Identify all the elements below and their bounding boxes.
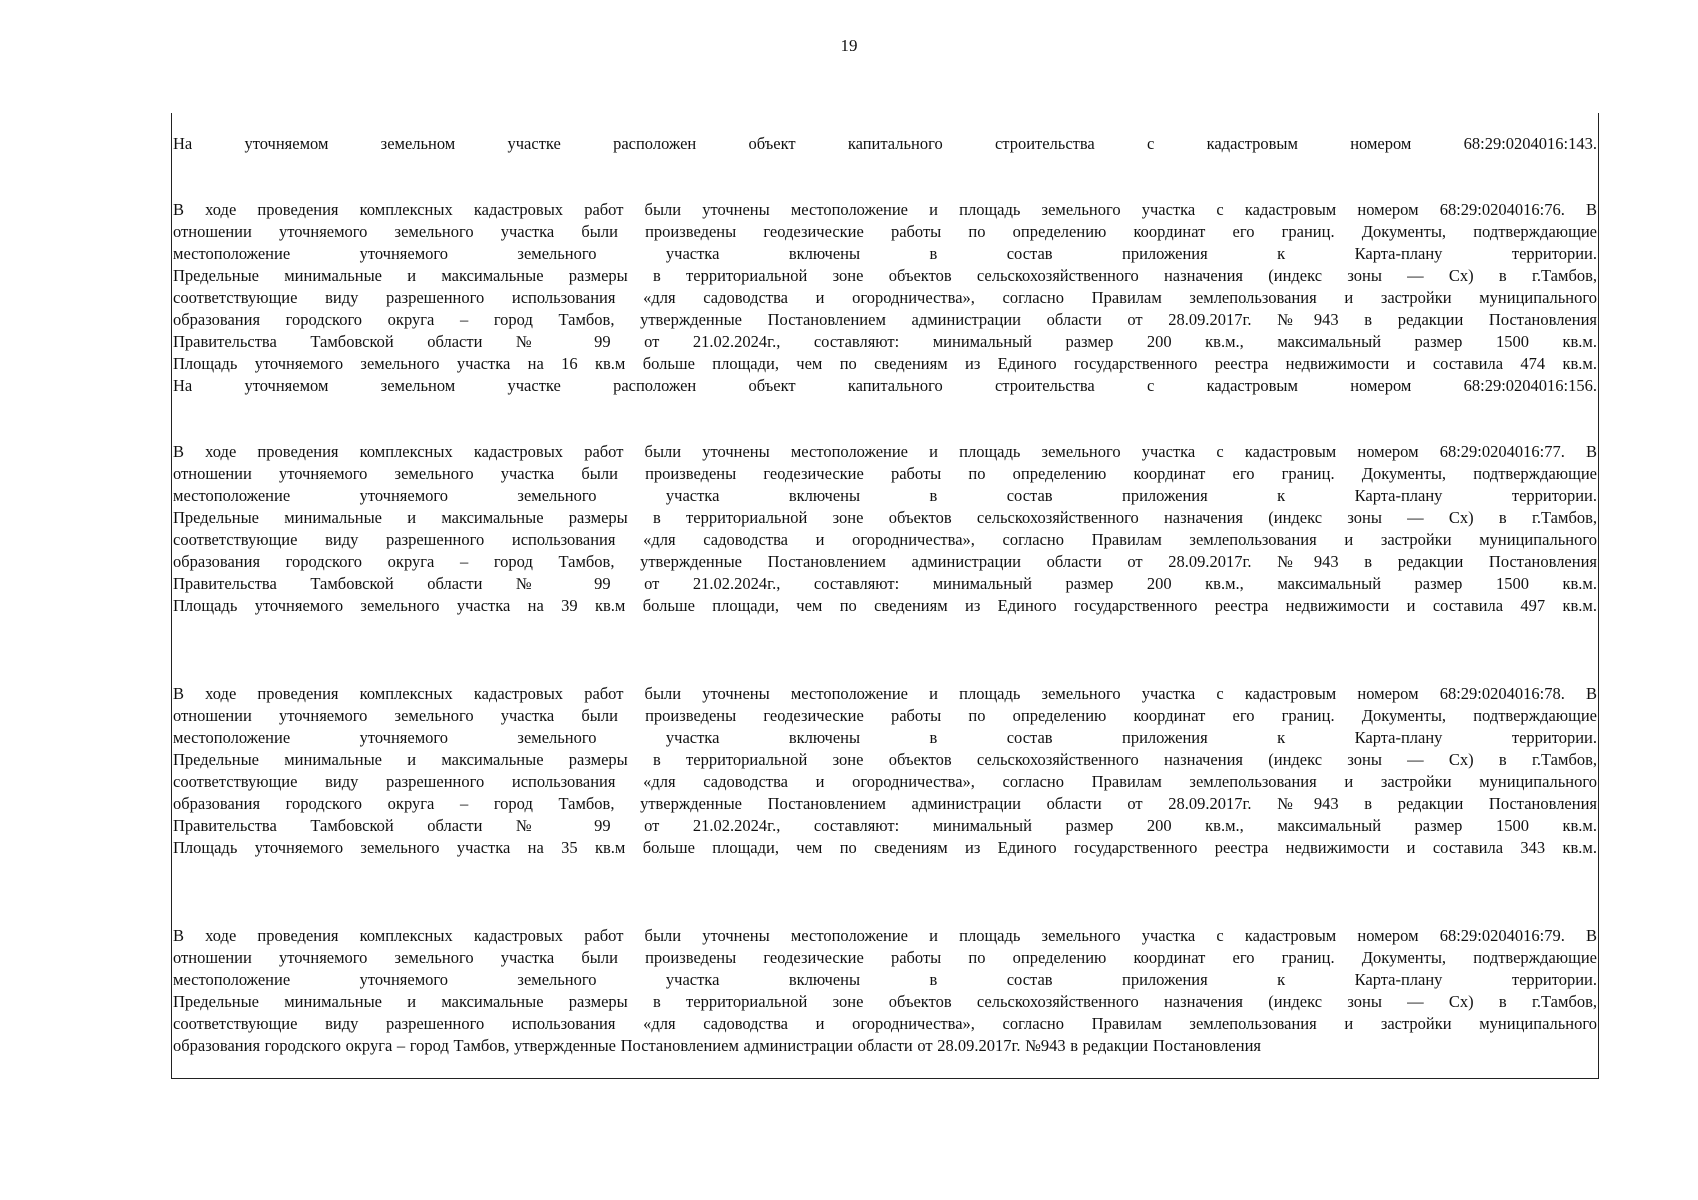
paragraph-line: Правительства Тамбовской области № 99 от 21.02.2024г., составляют: минимальный размер 200 кв.м., максимальный размер 1500 кв.м. — [173, 816, 1597, 835]
paragraph-line: На уточняемом земельном участке расположен объект капитального строительства с кадастровым номером 68:29:0204016:156. — [173, 376, 1597, 395]
paragraph-line: местоположение уточняемого земельного участка включены в состав приложения к Карта-плану территории. — [173, 244, 1597, 263]
paragraph-block-79 — [173, 925, 1597, 1057]
paragraph-line: Площадь уточняемого земельного участка на 35 кв.м больше площади, чем по сведениям из Единого государственного реестра недвижимости и составила 343 кв.м. — [173, 838, 1597, 857]
document-body — [173, 133, 1597, 1057]
paragraph-line: местоположение уточняемого земельного участка включены в состав приложения к Карта-плану территории. — [173, 970, 1597, 989]
paragraph-line: В ходе проведения комплексных кадастровых работ были уточнены местоположение и площадь земельного участка с кадастровым номером 68:29:0204016:76. В — [173, 200, 1597, 219]
page-number: 19 — [840, 36, 858, 55]
paragraph-line: В ходе проведения комплексных кадастровых работ были уточнены местоположение и площадь земельного участка с кадастровым номером 68:29:0204016:78. В — [173, 684, 1597, 703]
paragraph-line: Предельные минимальные и максимальные размеры в территориальной зоне объектов сельскохозяйственного назначения (индекс зоны — Сх) в г.Тамбов, — [173, 750, 1597, 769]
paragraph-line: соответствующие виду разрешенного использования «для садоводства и огородничества», согласно Правилам землепользования и застройки муниципального — [173, 772, 1597, 791]
paragraph-line: Площадь уточняемого земельного участка на 16 кв.м больше площади, чем по сведениям из Единого государственного реестра недвижимости и составила 474 кв.м. — [173, 354, 1597, 373]
paragraph-line: соответствующие виду разрешенного использования «для садоводства и огородничества», согласно Правилам землепользования и застройки муниципального — [173, 530, 1597, 549]
paragraph-line: Правительства Тамбовской области № 99 от 21.02.2024г., составляют: минимальный размер 200 кв.м., максимальный размер 1500 кв.м. — [173, 574, 1597, 593]
paragraph-line: отношении уточняемого земельного участка были произведены геодезические работы по определению координат его границ. Документы, подтверждающие — [173, 222, 1597, 241]
paragraph-line: отношении уточняемого земельного участка были произведены геодезические работы по определению координат его границ. Документы, подтверждающие — [173, 464, 1597, 483]
paragraph-line: На уточняемом земельном участке расположен объект капитального строительства с кадастровым номером 68:29:0204016:143. — [173, 134, 1597, 153]
paragraph-block-77 — [173, 441, 1597, 617]
paragraph-line: отношении уточняемого земельного участка были произведены геодезические работы по определению координат его границ. Документы, подтверждающие — [173, 948, 1597, 967]
paragraph-block-76 — [173, 199, 1597, 397]
paragraph-line: В ходе проведения комплексных кадастровых работ были уточнены местоположение и площадь земельного участка с кадастровым номером 68:29:0204016:77. В — [173, 442, 1597, 461]
paragraph-line: местоположение уточняемого земельного участка включены в состав приложения к Карта-плану территории. — [173, 486, 1597, 505]
paragraph-line: Предельные минимальные и максимальные размеры в территориальной зоне объектов сельскохозяйственного назначения (индекс зоны — Сх) в г.Тамбов, — [173, 508, 1597, 527]
paragraph-line: образования городского округа – город Тамбов, утвержденные Постановлением администрации области от 28.09.2017г. №943 в редакции Постановления — [173, 310, 1597, 329]
paragraph-line: местоположение уточняемого земельного участка включены в состав приложения к Карта-плану территории. — [173, 728, 1597, 747]
paragraph-line: В ходе проведения комплексных кадастровых работ были уточнены местоположение и площадь земельного участка с кадастровым номером 68:29:0204016:79. В — [173, 926, 1597, 945]
paragraph-line: образования городского округа – город Тамбов, утвержденные Постановлением администрации области от 28.09.2017г. №943 в редакции Постановления — [173, 552, 1597, 571]
paragraph-line: Правительства Тамбовской области № 99 от 21.02.2024г., составляют: минимальный размер 200 кв.м., максимальный размер 1500 кв.м. — [173, 332, 1597, 351]
paragraph-line: соответствующие виду разрешенного использования «для садоводства и огородничества», согласно Правилам землепользования и застройки муниципального — [173, 1014, 1597, 1033]
paragraph-line: Предельные минимальные и максимальные размеры в территориальной зоне объектов сельскохозяйственного назначения (индекс зоны — Сх) в г.Тамбов, — [173, 266, 1597, 285]
paragraph-line: образования городского округа – город Тамбов, утвержденные Постановлением администрации области от 28.09.2017г. №943 в редакции Постановления — [173, 794, 1597, 813]
paragraph-block-78 — [173, 683, 1597, 859]
paragraph-line: Площадь уточняемого земельного участка на 39 кв.м больше площади, чем по сведениям из Единого государственного реестра недвижимости и составила 497 кв.м. — [173, 596, 1597, 615]
paragraph-line: Предельные минимальные и максимальные размеры в территориальной зоне объектов сельскохозяйственного назначения (индекс зоны — Сх) в г.Тамбов, — [173, 992, 1597, 1011]
paragraph-line: образования городского округа – город Тамбов, утвержденные Постановлением администрации области от 28.09.2017г. №943 в редакции Постановления — [173, 1036, 1261, 1055]
paragraph-line: отношении уточняемого земельного участка были произведены геодезические работы по определению координат его границ. Документы, подтверждающие — [173, 706, 1597, 725]
paragraph-line: соответствующие виду разрешенного использования «для садоводства и огородничества», согласно Правилам землепользования и застройки муниципального — [173, 288, 1597, 307]
